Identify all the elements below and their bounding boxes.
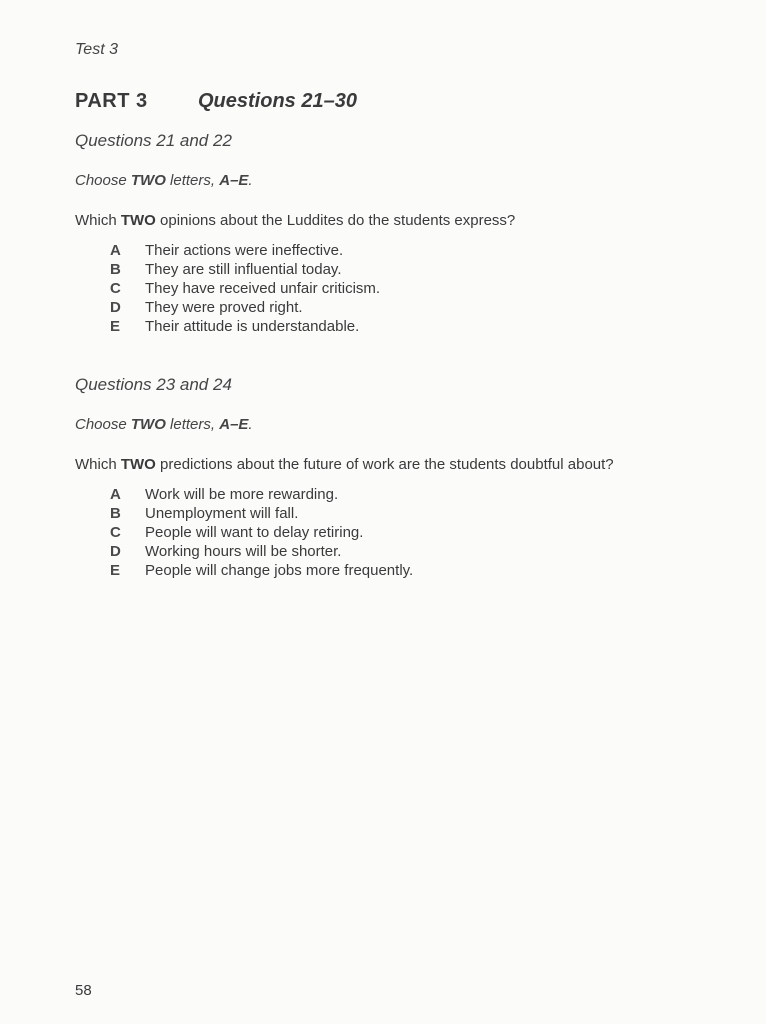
instruction-letter-range: A–E bbox=[219, 416, 249, 433]
option-letter: C bbox=[110, 524, 121, 541]
instruction bbox=[75, 415, 715, 435]
option-letter: D bbox=[110, 543, 121, 560]
option-text: They are still influential today. bbox=[145, 261, 342, 278]
option-item bbox=[110, 485, 715, 504]
instruction-letter-range: A–E bbox=[219, 172, 249, 189]
option-text: They have received unfair criticism. bbox=[145, 280, 381, 297]
part-question-range: Questions 21–30 bbox=[198, 90, 357, 112]
option-letter: D bbox=[110, 299, 121, 316]
part-label: PART 3 bbox=[75, 90, 148, 112]
option-item bbox=[110, 542, 715, 561]
question-text: predictions about the future of work are the students doubtful about? bbox=[155, 456, 614, 473]
running-head: Test 3 bbox=[75, 41, 118, 58]
question-text: opinions about the Luddites do the students express? bbox=[155, 212, 516, 229]
option-item bbox=[110, 298, 715, 317]
question-emphasis: TWO bbox=[120, 212, 156, 229]
option-letter: A bbox=[110, 486, 121, 503]
instruction-text: Choose bbox=[75, 416, 131, 433]
option-item bbox=[110, 241, 715, 260]
option-letter: B bbox=[110, 261, 121, 278]
option-text: Their actions were ineffective. bbox=[145, 242, 344, 259]
option-item bbox=[110, 504, 715, 523]
question-text: Which bbox=[75, 456, 121, 473]
question-group-heading: Questions 23 and 24 bbox=[75, 375, 232, 394]
option-list bbox=[75, 485, 715, 580]
option-list bbox=[75, 241, 715, 336]
part-heading bbox=[75, 90, 357, 113]
option-text: Working hours will be shorter. bbox=[145, 543, 342, 560]
option-letter: C bbox=[110, 280, 121, 297]
instruction bbox=[75, 171, 715, 191]
option-letter: E bbox=[110, 318, 121, 335]
instruction-text: Choose bbox=[75, 172, 131, 189]
option-item bbox=[110, 279, 715, 298]
option-text: People will want to delay retiring. bbox=[145, 524, 364, 541]
option-letter: B bbox=[110, 505, 121, 522]
option-text: People will change jobs more frequently. bbox=[145, 562, 414, 579]
option-item bbox=[110, 260, 715, 279]
question-prompt bbox=[75, 455, 715, 475]
option-text: Their attitude is understandable. bbox=[145, 318, 360, 335]
question-prompt bbox=[75, 211, 715, 231]
question-text: Which bbox=[75, 212, 121, 229]
question-group-23-24 bbox=[75, 375, 715, 580]
option-text: Unemployment will fall. bbox=[145, 505, 299, 522]
option-item bbox=[110, 561, 715, 580]
question-group-21-22 bbox=[75, 131, 715, 336]
instruction-text: . bbox=[248, 172, 253, 189]
page-number: 58 bbox=[75, 982, 92, 999]
option-letter: E bbox=[110, 562, 121, 579]
option-text: They were proved right. bbox=[145, 299, 303, 316]
option-letter: A bbox=[110, 242, 121, 259]
instruction-text: . bbox=[248, 416, 253, 433]
instruction-emphasis: TWO bbox=[130, 416, 166, 433]
option-item bbox=[110, 317, 715, 336]
question-group-heading: Questions 21 and 22 bbox=[75, 131, 232, 150]
instruction-text: letters, bbox=[165, 416, 220, 433]
option-text: Work will be more rewarding. bbox=[145, 486, 339, 503]
question-emphasis: TWO bbox=[120, 456, 156, 473]
option-item bbox=[110, 523, 715, 542]
instruction-emphasis: TWO bbox=[130, 172, 166, 189]
instruction-text: letters, bbox=[165, 172, 220, 189]
